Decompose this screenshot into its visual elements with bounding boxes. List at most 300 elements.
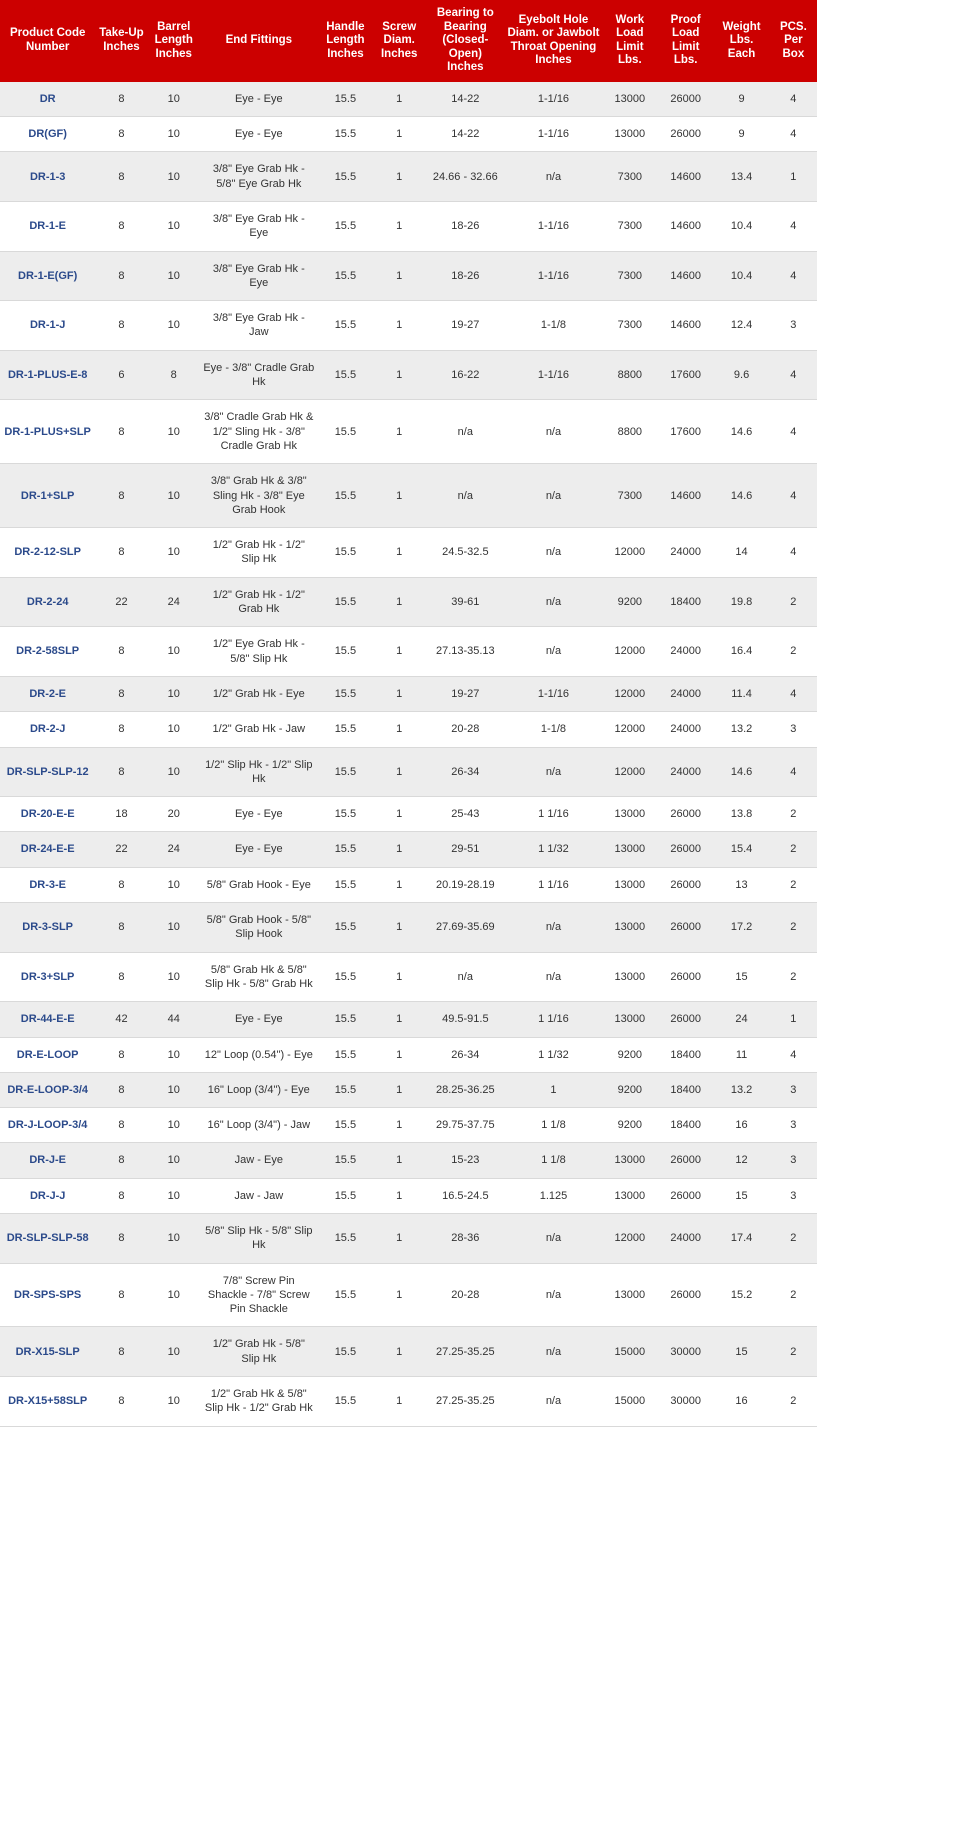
cell-col-3: 1/2" Grab Hk & 5/8" Slip Hk - 1/2" Grab Hk [200, 1377, 318, 1427]
cell-col-3: 5/8" Grab Hook - Eye [200, 867, 318, 902]
cell-col-1: 8 [95, 676, 147, 711]
cell-col-6: 28-36 [425, 1213, 505, 1263]
product-code-link[interactable]: DR-SLP-SLP-12 [6, 765, 89, 778]
cell-col-4: 15.5 [318, 528, 373, 578]
cell-col-6: 16-22 [425, 350, 505, 400]
cell-col-10: 13.2 [713, 1072, 769, 1107]
table-row [0, 400, 817, 464]
cell-col-5: 1 [373, 1037, 425, 1072]
cell-col-4: 15.5 [318, 1327, 373, 1377]
cell-col-5: 1 [373, 867, 425, 902]
product-code-cell[interactable] [0, 1037, 95, 1072]
cell-col-11: 1 [770, 1002, 817, 1037]
cell-col-5: 1 [373, 797, 425, 832]
cell-col-5: 1 [373, 251, 425, 301]
column-header-line: End Fittings [225, 34, 293, 47]
cell-col-2: 10 [148, 1108, 200, 1143]
cell-col-5: 1 [373, 832, 425, 867]
table-row [0, 1213, 817, 1263]
column-header-line: Product Code [9, 27, 86, 40]
cell-col-7: n/a [505, 952, 601, 1002]
cell-col-3: 16" Loop (3/4") - Eye [200, 1072, 318, 1107]
cell-col-6: 18-26 [425, 202, 505, 252]
cell-col-8: 13000 [602, 82, 658, 117]
column-header-10 [713, 0, 769, 82]
cell-col-10: 15.2 [713, 1263, 769, 1327]
cell-col-10: 13.2 [713, 712, 769, 747]
column-header-line: Work [615, 13, 645, 26]
product-code-link[interactable]: DR-1+SLP [20, 489, 75, 502]
cell-col-4: 15.5 [318, 1143, 373, 1178]
cell-col-6: 26-34 [425, 1037, 505, 1072]
cell-col-10: 13 [713, 867, 769, 902]
cell-col-3: 3/8" Cradle Grab Hk & 1/2" Sling Hk - 3/8" Cradle Grab Hk [200, 400, 318, 464]
table-body [0, 82, 817, 1426]
product-code-link[interactable]: DR-J-E [29, 1154, 66, 1167]
cell-col-8: 13000 [602, 1263, 658, 1327]
cell-col-11: 4 [770, 528, 817, 578]
product-code-link[interactable]: DR-1-E [29, 220, 66, 233]
product-code-link[interactable]: DR-1-J [29, 319, 66, 332]
column-header-line: Number [25, 40, 70, 53]
cell-col-2: 10 [148, 676, 200, 711]
product-code-link[interactable]: DR-X15-SLP [15, 1345, 80, 1358]
cell-col-6: 20.19-28.19 [425, 867, 505, 902]
cell-col-9: 26000 [658, 797, 713, 832]
column-header-line: Lbs. [618, 54, 642, 67]
column-header-line: Diam. or Jawbolt [507, 27, 600, 40]
product-code-link[interactable]: DR(GF) [28, 128, 67, 141]
column-header-line: Inches [380, 47, 418, 60]
product-code-link[interactable]: DR-3-SLP [22, 921, 74, 934]
cell-col-1: 8 [95, 1108, 147, 1143]
product-code-cell[interactable] [0, 528, 95, 578]
column-header-5 [373, 0, 425, 82]
cell-col-9: 18400 [658, 1108, 713, 1143]
product-code-cell[interactable] [0, 867, 95, 902]
cell-col-9: 17600 [658, 350, 713, 400]
cell-col-11: 4 [770, 202, 817, 252]
table-row [0, 1143, 817, 1178]
cell-col-9: 18400 [658, 577, 713, 627]
cell-col-2: 10 [148, 903, 200, 953]
cell-col-9: 26000 [658, 117, 713, 152]
cell-col-3: 3/8" Grab Hk & 3/8" Sling Hk - 3/8" Eye Grab Hook [200, 464, 318, 528]
product-code-cell[interactable] [0, 1327, 95, 1377]
cell-col-9: 30000 [658, 1327, 713, 1377]
product-code-link[interactable]: DR-SPS-SPS [14, 1288, 82, 1301]
cell-col-7: 1 1/8 [505, 1143, 601, 1178]
cell-col-6: 29-51 [425, 832, 505, 867]
cell-col-5: 1 [373, 82, 425, 117]
cell-col-3: Eye - Eye [200, 832, 318, 867]
cell-col-5: 1 [373, 528, 425, 578]
cell-col-6: n/a [425, 952, 505, 1002]
cell-col-7: 1-1/8 [505, 712, 601, 747]
cell-col-5: 1 [373, 676, 425, 711]
cell-col-11: 4 [770, 350, 817, 400]
cell-col-8: 13000 [602, 1143, 658, 1178]
product-code-cell[interactable] [0, 747, 95, 797]
cell-col-9: 26000 [658, 1263, 713, 1327]
cell-col-4: 15.5 [318, 747, 373, 797]
cell-col-9: 17600 [658, 400, 713, 464]
cell-col-2: 10 [148, 1327, 200, 1377]
cell-col-5: 1 [373, 712, 425, 747]
product-code-link[interactable]: DR-E-LOOP [16, 1048, 79, 1061]
product-code-cell[interactable] [0, 1108, 95, 1143]
cell-col-8: 13000 [602, 952, 658, 1002]
cell-col-6: 24.66 - 32.66 [425, 152, 505, 202]
product-code-cell[interactable] [0, 1377, 95, 1427]
column-header-line: Lbs. [729, 34, 754, 47]
cell-col-3: Jaw - Jaw [200, 1178, 318, 1213]
product-code-cell[interactable] [0, 952, 95, 1002]
product-code-link[interactable]: DR-1-E(GF) [18, 269, 78, 282]
product-code-cell[interactable] [0, 350, 95, 400]
table-row [0, 867, 817, 902]
column-header-line: Eyebolt Hole [518, 13, 589, 26]
cell-col-3: 1/2" Eye Grab Hk - 5/8" Slip Hk [200, 627, 318, 677]
cell-col-4: 15.5 [318, 627, 373, 677]
cell-col-9: 24000 [658, 712, 713, 747]
product-code-cell[interactable] [0, 301, 95, 351]
cell-col-2: 10 [148, 202, 200, 252]
cell-col-10: 16 [713, 1108, 769, 1143]
cell-col-4: 15.5 [318, 464, 373, 528]
column-header-0 [0, 0, 95, 82]
product-code-link[interactable]: DR-J-LOOP-3/4 [7, 1119, 88, 1132]
table-row [0, 1377, 817, 1427]
cell-col-7: n/a [505, 1263, 601, 1327]
cell-col-4: 15.5 [318, 903, 373, 953]
cell-col-7: 1-1/16 [505, 117, 601, 152]
cell-col-8: 7300 [602, 251, 658, 301]
product-code-link[interactable]: DR-3-E [29, 878, 66, 891]
table-row [0, 464, 817, 528]
cell-col-1: 8 [95, 202, 147, 252]
cell-col-11: 2 [770, 797, 817, 832]
product-code-link[interactable]: DR-44-E-E [20, 1013, 75, 1026]
cell-col-4: 15.5 [318, 676, 373, 711]
cell-col-8: 13000 [602, 117, 658, 152]
cell-col-10: 13.8 [713, 797, 769, 832]
product-code-link[interactable]: DR-2-58SLP [16, 645, 80, 658]
cell-col-3: Eye - Eye [200, 797, 318, 832]
cell-col-6: 27.13-35.13 [425, 627, 505, 677]
table-row [0, 712, 817, 747]
cell-col-3: 5/8" Grab Hk & 5/8" Slip Hk - 5/8" Grab Hk [200, 952, 318, 1002]
cell-col-9: 14600 [658, 251, 713, 301]
cell-col-3: 12" Loop (0.54") - Eye [200, 1037, 318, 1072]
cell-col-6: 24.5-32.5 [425, 528, 505, 578]
cell-col-4: 15.5 [318, 152, 373, 202]
cell-col-7: n/a [505, 400, 601, 464]
cell-col-11: 3 [770, 1108, 817, 1143]
cell-col-8: 9200 [602, 577, 658, 627]
cell-col-7: 1 1/8 [505, 1108, 601, 1143]
cell-col-8: 13000 [602, 1002, 658, 1037]
cell-col-1: 8 [95, 82, 147, 117]
cell-col-11: 2 [770, 867, 817, 902]
cell-col-4: 15.5 [318, 1037, 373, 1072]
product-code-link[interactable]: DR-J-J [29, 1189, 66, 1202]
cell-col-8: 13000 [602, 832, 658, 867]
cell-col-1: 22 [95, 577, 147, 627]
product-code-cell[interactable] [0, 627, 95, 677]
table-row [0, 747, 817, 797]
cell-col-9: 26000 [658, 82, 713, 117]
cell-col-1: 8 [95, 464, 147, 528]
cell-col-5: 1 [373, 1143, 425, 1178]
cell-col-10: 14.6 [713, 464, 769, 528]
product-code-link[interactable]: DR-1-3 [29, 170, 66, 183]
product-code-link[interactable]: DR-2-24 [26, 595, 69, 608]
cell-col-9: 24000 [658, 676, 713, 711]
product-code-cell[interactable] [0, 251, 95, 301]
cell-col-2: 44 [148, 1002, 200, 1037]
column-header-line: Screw [382, 20, 417, 33]
cell-col-5: 1 [373, 1002, 425, 1037]
cell-col-5: 1 [373, 301, 425, 351]
product-code-link[interactable]: DR-E-LOOP-3/4 [7, 1083, 88, 1096]
product-code-link[interactable]: DR [39, 92, 56, 105]
column-header-8 [602, 0, 658, 82]
cell-col-3: 1/2" Grab Hk - Jaw [200, 712, 318, 747]
product-code-cell[interactable] [0, 797, 95, 832]
column-header-line: PCS. [779, 20, 807, 33]
cell-col-2: 8 [148, 350, 200, 400]
product-code-cell[interactable] [0, 117, 95, 152]
cell-col-2: 10 [148, 867, 200, 902]
cell-col-11: 4 [770, 747, 817, 797]
cell-col-1: 8 [95, 1037, 147, 1072]
cell-col-11: 2 [770, 952, 817, 1002]
table-header [0, 0, 817, 82]
cell-col-8: 8800 [602, 400, 658, 464]
cell-col-1: 8 [95, 301, 147, 351]
cell-col-11: 4 [770, 117, 817, 152]
cell-col-8: 7300 [602, 301, 658, 351]
cell-col-7: 1 1/16 [505, 867, 601, 902]
cell-col-2: 24 [148, 577, 200, 627]
cell-col-8: 9200 [602, 1108, 658, 1143]
column-header-line: Per [784, 34, 803, 47]
column-header-2 [148, 0, 200, 82]
column-header-line: Limit [671, 40, 700, 53]
product-code-link[interactable]: DR-24-E-E [20, 843, 75, 856]
cell-col-11: 3 [770, 301, 817, 351]
product-code-cell[interactable] [0, 202, 95, 252]
table-row [0, 676, 817, 711]
cell-col-11: 2 [770, 627, 817, 677]
cell-col-5: 1 [373, 627, 425, 677]
cell-col-11: 3 [770, 1178, 817, 1213]
cell-col-10: 14 [713, 528, 769, 578]
cell-col-10: 9 [713, 82, 769, 117]
column-header-line: Limit [616, 40, 644, 53]
cell-col-2: 10 [148, 301, 200, 351]
cell-col-7: n/a [505, 464, 601, 528]
product-code-cell[interactable] [0, 577, 95, 627]
cell-col-6: 16.5-24.5 [425, 1178, 505, 1213]
cell-col-7: 1-1/8 [505, 301, 601, 351]
cell-col-1: 8 [95, 528, 147, 578]
cell-col-3: 3/8" Eye Grab Hk - Eye [200, 251, 318, 301]
cell-col-1: 22 [95, 832, 147, 867]
column-header-4 [318, 0, 373, 82]
cell-col-11: 2 [770, 1327, 817, 1377]
product-code-link[interactable]: DR-2-E [29, 687, 66, 700]
table-row [0, 1108, 817, 1143]
cell-col-11: 1 [770, 152, 817, 202]
cell-col-2: 20 [148, 797, 200, 832]
table-row [0, 1263, 817, 1327]
cell-col-7: n/a [505, 747, 601, 797]
cell-col-2: 10 [148, 528, 200, 578]
product-code-cell[interactable] [0, 712, 95, 747]
cell-col-4: 15.5 [318, 1072, 373, 1107]
cell-col-2: 10 [148, 251, 200, 301]
cell-col-7: n/a [505, 903, 601, 953]
cell-col-3: 1/2" Grab Hk - Eye [200, 676, 318, 711]
cell-col-8: 12000 [602, 627, 658, 677]
cell-col-7: 1-1/16 [505, 676, 601, 711]
cell-col-6: 20-28 [425, 712, 505, 747]
column-header-line: Length [326, 34, 365, 47]
cell-col-9: 14600 [658, 301, 713, 351]
table-row [0, 952, 817, 1002]
table-row [0, 903, 817, 953]
cell-col-1: 8 [95, 1327, 147, 1377]
cell-col-11: 4 [770, 676, 817, 711]
cell-col-8: 7300 [602, 152, 658, 202]
cell-col-2: 10 [148, 1072, 200, 1107]
cell-col-11: 2 [770, 832, 817, 867]
column-header-line: Lbs. [673, 54, 698, 67]
cell-col-7: 1-1/16 [505, 251, 601, 301]
table-header-row [0, 0, 817, 82]
product-code-cell[interactable] [0, 1143, 95, 1178]
cell-col-5: 1 [373, 1108, 425, 1143]
table-row [0, 251, 817, 301]
cell-col-1: 8 [95, 867, 147, 902]
cell-col-11: 2 [770, 903, 817, 953]
cell-col-5: 1 [373, 1263, 425, 1327]
cell-col-3: 1/2" Grab Hk - 1/2" Slip Hk [200, 528, 318, 578]
product-code-link[interactable]: DR-2-12-SLP [14, 546, 81, 559]
cell-col-2: 10 [148, 117, 200, 152]
cell-col-6: 26-34 [425, 747, 505, 797]
cell-col-7: 1 1/16 [505, 1002, 601, 1037]
cell-col-2: 10 [148, 1263, 200, 1327]
product-code-cell[interactable] [0, 832, 95, 867]
column-header-line: (Closed- [442, 34, 489, 47]
product-code-link[interactable]: DR-1-PLUS+SLP [4, 425, 91, 438]
cell-col-1: 8 [95, 400, 147, 464]
cell-col-8: 13000 [602, 1178, 658, 1213]
product-code-cell[interactable] [0, 1002, 95, 1037]
cell-col-3: 5/8" Slip Hk - 5/8" Slip Hk [200, 1213, 318, 1263]
product-code-cell[interactable] [0, 82, 95, 117]
cell-col-9: 26000 [658, 1002, 713, 1037]
cell-col-10: 15.4 [713, 832, 769, 867]
product-code-cell[interactable] [0, 1213, 95, 1263]
cell-col-3: 5/8" Grab Hook - 5/8" Slip Hook [200, 903, 318, 953]
product-code-cell[interactable] [0, 464, 95, 528]
cell-col-10: 15 [713, 1178, 769, 1213]
cell-col-5: 1 [373, 202, 425, 252]
table-row [0, 832, 817, 867]
product-code-cell[interactable] [0, 400, 95, 464]
product-code-link[interactable]: DR-3+SLP [20, 970, 75, 983]
cell-col-7: n/a [505, 1377, 601, 1427]
cell-col-9: 14600 [658, 152, 713, 202]
product-code-cell[interactable] [0, 1178, 95, 1213]
cell-col-10: 16.4 [713, 627, 769, 677]
cell-col-7: 1-1/16 [505, 82, 601, 117]
cell-col-2: 10 [148, 1213, 200, 1263]
cell-col-5: 1 [373, 117, 425, 152]
cell-col-2: 10 [148, 627, 200, 677]
cell-col-6: 14-22 [425, 82, 505, 117]
product-code-link[interactable]: DR-SLP-SLP-58 [6, 1232, 89, 1245]
product-code-cell[interactable] [0, 903, 95, 953]
product-code-link[interactable]: DR-20-E-E [20, 808, 75, 821]
product-code-cell[interactable] [0, 152, 95, 202]
product-code-link[interactable]: DR-2-J [29, 723, 66, 736]
cell-col-4: 15.5 [318, 117, 373, 152]
cell-col-4: 15.5 [318, 1002, 373, 1037]
cell-col-2: 10 [148, 1377, 200, 1427]
cell-col-2: 24 [148, 832, 200, 867]
cell-col-4: 15.5 [318, 202, 373, 252]
cell-col-9: 26000 [658, 952, 713, 1002]
product-code-cell[interactable] [0, 676, 95, 711]
product-code-link[interactable]: DR-1-PLUS-E-8 [7, 368, 88, 381]
cell-col-1: 8 [95, 712, 147, 747]
cell-col-11: 3 [770, 1072, 817, 1107]
column-header-line: Load [616, 27, 644, 40]
product-code-cell[interactable] [0, 1072, 95, 1107]
cell-col-5: 1 [373, 464, 425, 528]
table-row [0, 627, 817, 677]
cell-col-6: 18-26 [425, 251, 505, 301]
cell-col-9: 18400 [658, 1072, 713, 1107]
cell-col-6: 14-22 [425, 117, 505, 152]
cell-col-2: 10 [148, 1143, 200, 1178]
cell-col-8: 8800 [602, 350, 658, 400]
product-code-cell[interactable] [0, 1263, 95, 1327]
cell-col-8: 12000 [602, 712, 658, 747]
cell-col-8: 12000 [602, 528, 658, 578]
cell-col-6: 27.25-35.25 [425, 1377, 505, 1427]
column-header-line: Barrel [157, 20, 191, 33]
cell-col-10: 11.4 [713, 676, 769, 711]
product-code-link[interactable]: DR-X15+58SLP [8, 1395, 88, 1408]
column-header-line: Open) [448, 47, 482, 60]
cell-col-11: 2 [770, 577, 817, 627]
cell-col-8: 13000 [602, 867, 658, 902]
cell-col-9: 26000 [658, 832, 713, 867]
cell-col-4: 15.5 [318, 251, 373, 301]
column-header-line: Inches [535, 54, 572, 67]
cell-col-2: 10 [148, 712, 200, 747]
cell-col-4: 15.5 [318, 301, 373, 351]
column-header-11 [770, 0, 817, 82]
table-row [0, 152, 817, 202]
cell-col-7: 1 1/32 [505, 832, 601, 867]
